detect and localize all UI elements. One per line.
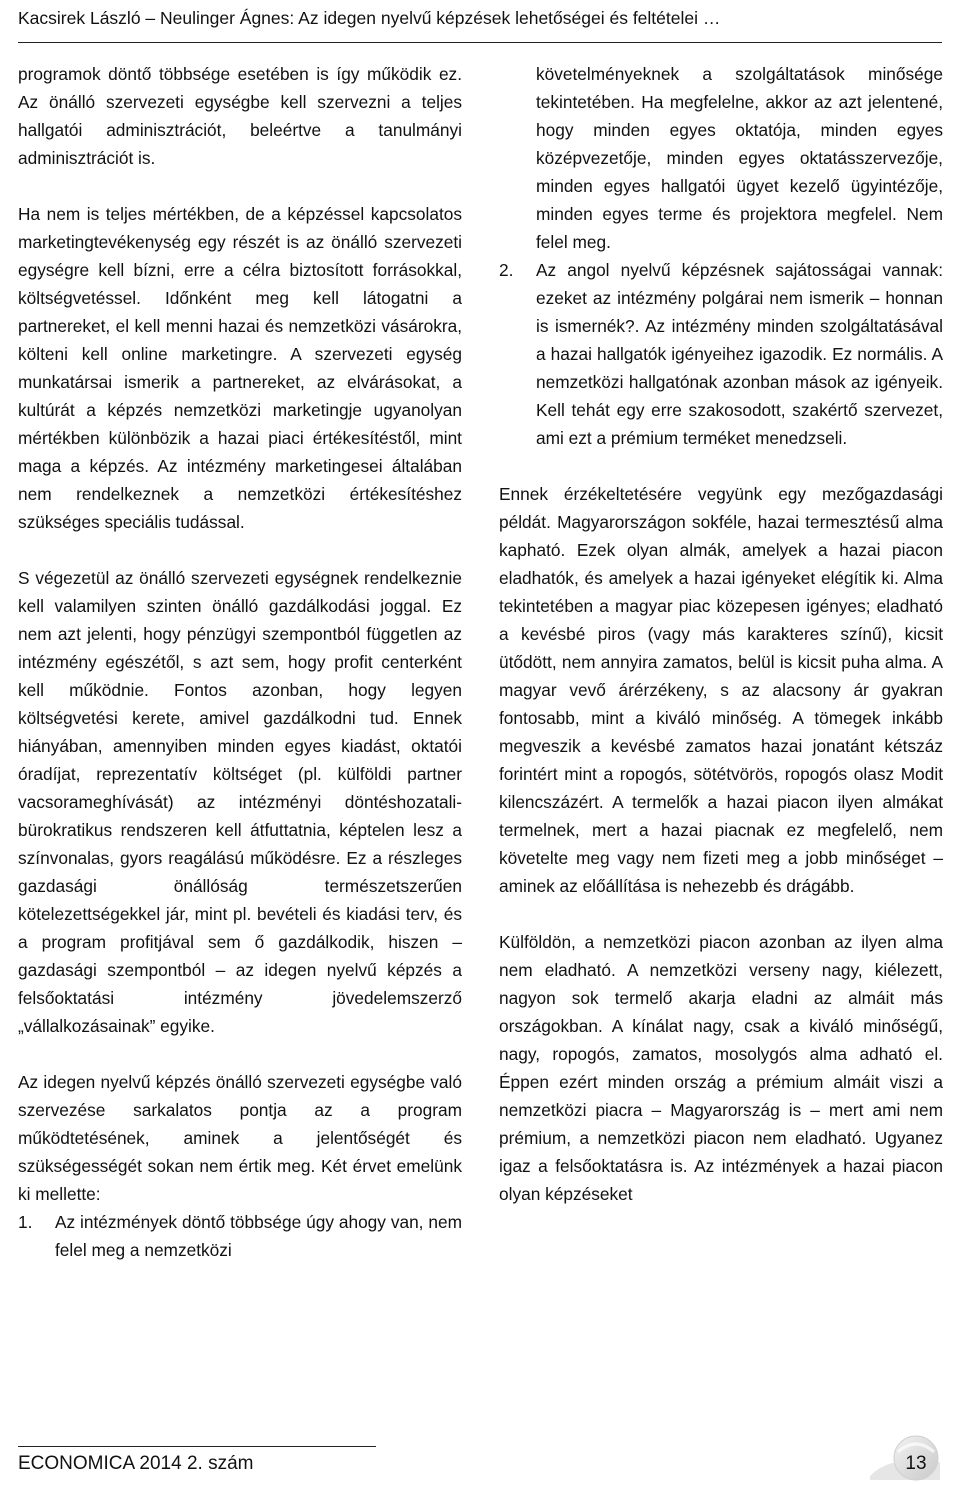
list-text: Az angol nyelvű képzésnek sajátosságai vannak: ezeket az intézmény polgárai nem ismerik – honnan is ismernék?. Az intézmény minden szolgáltatásával a hazai hallgatók igényeihez igazodik. Ez normális. A nemzetközi hallgatónak azonban mások az igényeik. Kell tehát egy erre szakosodott, szakértő szervezet, ami ezt a prémium terméket menedzseli.	[536, 260, 943, 448]
paragraph: programok döntő többsége esetében is így működik ez. Az önálló szervezeti egységbe kell szervezni a teljes hallgatói adminisztrációt, beleértve a tanulmányi adminisztrációt is.	[18, 64, 462, 168]
right-column	[499, 60, 943, 1208]
list-item	[499, 256, 943, 452]
list-item-continued	[499, 60, 943, 256]
argument-list-continued	[499, 60, 943, 452]
journal-name: ECONOMICA 2014 2. szám	[18, 1453, 254, 1474]
left-column	[18, 60, 462, 1264]
running-header: Kacsirek László – Neulinger Ágnes: Az idegen nyelvű képzések lehetőségei és feltételei …	[18, 6, 942, 43]
page-number: 13	[905, 1453, 927, 1474]
list-text: követelményeknek a szolgáltatások minősége tekintetében. Ha megfelelne, akkor az azt jelentené, hogy minden egyes oktatója, minden egyes középvezetője, minden egyes oktatásszervezője, minden egyes hallgatói ügyet kezelő ügyintézője, minden egyes terme és projektora megfelel. Nem felel meg.	[536, 64, 943, 252]
list-text: Az intézmények döntő többsége úgy ahogy van, nem felel meg a nemzetközi	[55, 1212, 462, 1260]
paragraph: Külföldön, a nemzetközi piacon azonban az ilyen alma nem eladható. A nemzetközi verseny nagy, kiélezett, nagyon sok termelő akarja eladni az almáit más országokban. A kínálat nagy, csak a kiváló minőségű, nagy, ropogós, zamatos, mosolygós alma adható el. Éppen ezért minden ország a prémium almáit viszi a nemzetközi piacra – Magyarország is – mert ami nem prémium, a nemzetközi piacon nem eladható. Ugyanez igaz a felsőoktatásra is. Az intézmények a hazai piacon olyan képzéseket	[499, 932, 943, 1204]
paragraph: S végezetül az önálló szervezeti egységnek rendelkeznie kell valamilyen szinten önálló gazdálkodási joggal. Ez nem azt jelenti, hogy pénzügyi szempontból független az intézmény egészétől, s azt sem, hogy profit centerként kell működnie. Fontos azonban, hogy legyen költségvetési kerete, amivel gazdálkodni tud. Ennek hiányában, amennyiben minden egyes kiadást, oktatói óradíjat, reprezentatív költséget (pl. külföldi partner vacsorameghívását) az intézményi döntéshozatali-bürokratikus rendszeren kell átfuttatnia, képtelen lesz a színvonalas, gyors reagálású működésre. Ez a részleges gazdasági önállóság természetszerűen kötelezettségekkel jár, mint pl. bevételi és kiadási terv, és a program profitjával sem ő gazdálkodik, hiszen – gazdasági szempontból – az idegen nyelvű képzés a felsőoktatási intézmény jövedelemszerző „vállalkozásainak” egyike.	[18, 568, 462, 1036]
paragraph: Az idegen nyelvű képzés önálló szervezeti egységbe való szervezése sarkalatos pontja az a program működtetésének, aminek a jelentőségét és szükségességét sokan nem értik meg. Két érvet emelünk ki mellette:	[18, 1072, 462, 1204]
paragraph: Ha nem is teljes mértékben, de a képzéssel kapcsolatos marketingtevékenység egy részét is az önálló szervezeti egységre kell bízni, erre a célra biztosított forrásokkal, költségvetéssel. Időnként meg kell látogatni a partnereket, el kell menni hazai és nemzetközi vásárokra, költeni kell online marketingre. A szervezeti egység munkatársai ismerik a partnereket, az elvárásokat, a kultúrát a képzés nemzetközi marketingje ugyanolyan mértékben különbözik a hazai piaci értékesítéstől, mint maga a képzés. Az intézmény marketingesei általában nem rendelkeznek a nemzetközi értékesítéshez szükséges speciális tudással.	[18, 204, 462, 532]
list-item	[18, 1208, 462, 1264]
footer-rule	[18, 1446, 376, 1447]
list-number: 1.	[18, 1212, 33, 1232]
list-number: 2.	[499, 260, 514, 280]
paragraph: Ennek érzékeltetésére vegyünk egy mezőgazdasági példát. Magyarországon sokféle, hazai termesztésű alma kapható. Ezek olyan almák, amelyek a hazai piacon eladhatók, és amelyek a hazai igényeket elégítik ki. Alma tekintetében a magyar piac közepesen igényes; eladható a kevésbé piros (vagy más karakteres színű), kicsit ütődött, nem annyira zamatos, belül is kicsit puha alma. A magyar vevő árérzékeny, s az alacsony ár gyakran fontosabb, mint a kiváló minőség. A tömegek inkább megveszik a kevésbé zamatos hazai jonatánt kétszáz forintért mint a ropogós, sötétvörös, ropogós olasz Modit kilencszázért. A termelők a hazai piacon ilyen almákat termelnek, mert a hazai piacnak ez megfelelő, nem követelte meg vagy nem fizeti meg a jobb minőséget – aminek az előállítása is nehezebb és drágább.	[499, 484, 943, 896]
argument-list	[18, 1208, 462, 1264]
